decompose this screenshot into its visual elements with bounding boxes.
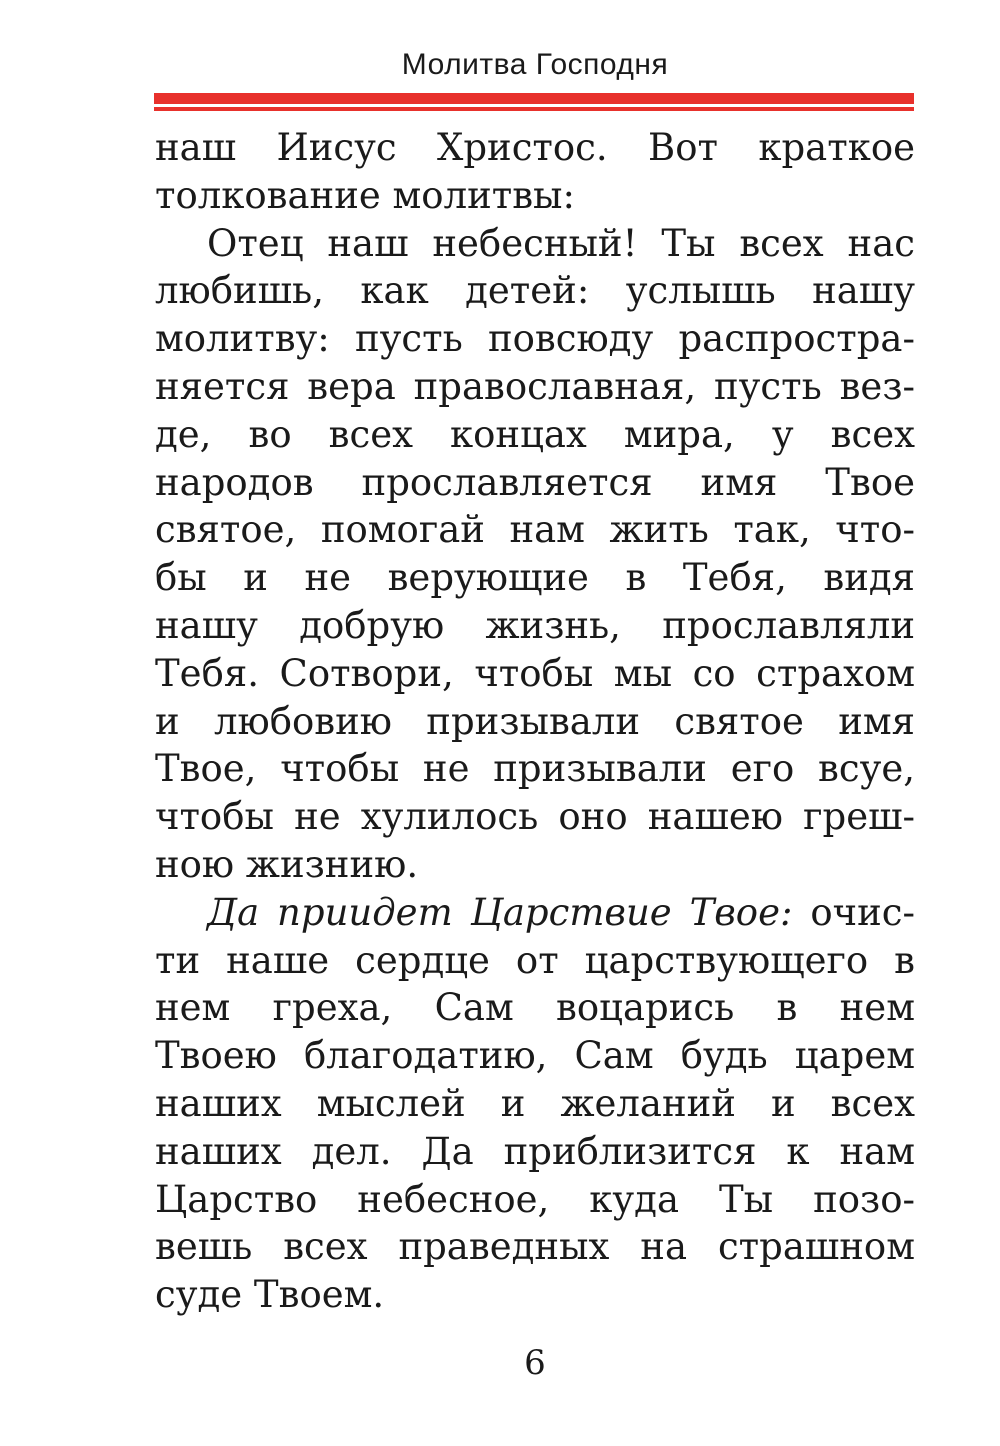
header-rule-thick [154,93,914,104]
running-title: Молитва Господня [401,48,669,81]
text-line: любишь, как детей: услышь нашу [155,269,915,313]
text-line: ною жизнию. [155,842,419,886]
header-rule-thin [154,107,914,111]
text-line: няется вера православная, пусть вез- [155,364,915,408]
text-line: народов прославляется имя Твое [155,460,915,504]
text-line: Царство небесное, куда Ты позо- [155,1177,915,1221]
paragraph-start-line: Отец наш небесный! Ты всех нас [207,221,915,265]
text-line: наших мыслей и желаний и всех [155,1081,915,1125]
text-line: наш Иисус Христос. Вот краткое [155,126,915,169]
text-line: Тебя. Сотвори, чтобы мы со страхом [155,651,915,695]
text-line: чтобы не хулилось оно нашею греш- [155,795,915,839]
body-text [155,124,915,1319]
paragraph-start-line [155,889,915,937]
text-line: нашу добрую жизнь, прославляли [155,603,915,647]
text-line: святое, помогай нам жить так, что- [155,508,915,552]
text-line: бы и не верующие в Тебя, видя [155,556,915,600]
text-line: нем греха, Сам воцарись в нем [155,986,915,1030]
text-line: толкование молитвы: [155,173,575,217]
text-line: наших дел. Да приблизится к нам [155,1129,915,1173]
text-line: Твоею благодатию, Сам будь царем [155,1034,915,1078]
text-line: молитву: пусть повсюду распростра- [155,317,915,361]
text-line: Твое, чтобы не призывали его всуе, [155,747,915,791]
page-number: 6 [524,1343,546,1383]
text-line: вешь всех праведных на страшном [155,1225,915,1269]
text-line: де, во всех концах мира, у всех [155,412,915,456]
text-line: суде Твоем. [155,1273,385,1317]
italic-phrase: Да приидет Царствие Твое: [207,890,793,934]
text-line: и любовию призывали святое имя [155,699,915,743]
text-line-rest: очис- [810,890,915,934]
text-line: ти наше сердце от царствующего в [155,938,915,982]
